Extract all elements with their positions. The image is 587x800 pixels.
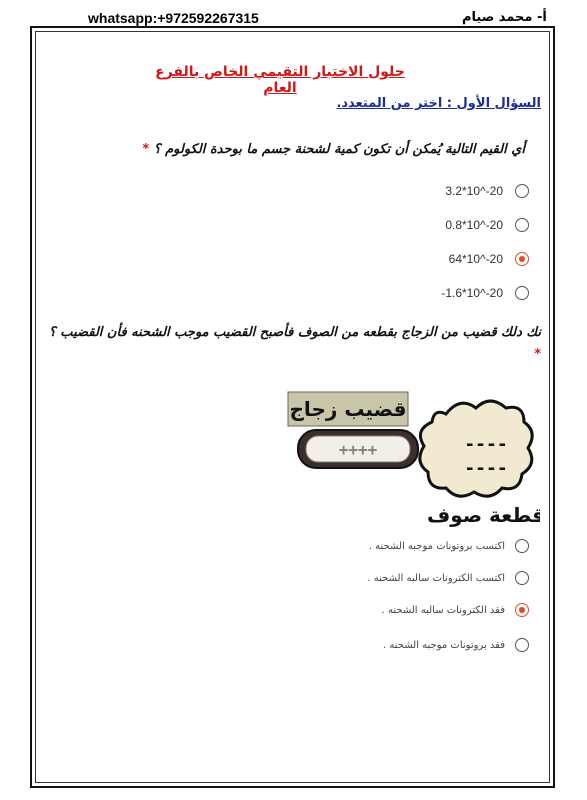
required-mark: *: [534, 347, 541, 362]
section-title: السؤال الأول : اختر من المتعدد.: [336, 96, 541, 111]
q2-option[interactable]: [382, 600, 529, 620]
question-1: [142, 142, 525, 157]
page-title: حلول الاختبار التقيمي الخاص بالفرع العام: [155, 64, 405, 96]
question-1-text: أي القيم التالية يُمكن أن تكون كمية لشحنة جسم ما بوحدة الكولوم ؟: [153, 142, 525, 157]
q2-option[interactable]: [383, 635, 529, 655]
radio-button-selected[interactable]: [515, 603, 529, 617]
option-label: 0.8*10^-20: [445, 218, 503, 232]
radio-button[interactable]: [515, 184, 529, 198]
q1-option[interactable]: [441, 283, 529, 303]
option-label: 3.2*10^-20: [445, 184, 503, 198]
q2-option[interactable]: [369, 536, 529, 556]
radio-button[interactable]: [515, 539, 529, 553]
q1-option[interactable]: [449, 249, 529, 269]
q1-option[interactable]: [445, 181, 529, 201]
radio-button[interactable]: [515, 638, 529, 652]
question-2-text: نك دلك قضيب من الزجاج بقطعه من الصوف فأصبح القضيب موجب الشحنه فأن القضيب ؟: [48, 325, 541, 340]
question-2: [41, 322, 541, 366]
option-label: اكتسب الكترونات سالبه الشحنه .: [367, 572, 505, 584]
rod-and-wool-illustration: [240, 372, 540, 532]
rod-label: قضيب زجاج: [289, 397, 407, 421]
radio-button[interactable]: [515, 571, 529, 585]
q2-option[interactable]: [367, 568, 529, 588]
option-label: فقد الكترونات سالبه الشحنه .: [381, 604, 505, 616]
whatsapp-contact: whatsapp:+972592267315: [88, 10, 259, 26]
option-label: -1.6*10^-20: [441, 286, 503, 300]
option-label: فقد بروتونات موجبه الشحنه .: [383, 639, 505, 651]
radio-button-selected[interactable]: [515, 252, 529, 266]
charging-figure: [240, 372, 540, 532]
q1-option[interactable]: [445, 215, 529, 235]
rod-charges: ++++: [338, 440, 378, 459]
wool-charges-row1: ----: [464, 434, 508, 455]
option-label: اكتسب بروتونات موجبه الشحنه .: [368, 540, 505, 552]
required-mark: *: [142, 142, 150, 157]
radio-button[interactable]: [515, 218, 529, 232]
radio-button[interactable]: [515, 286, 529, 300]
option-label: 64*10^-20: [448, 252, 503, 266]
wool-label: قطعة صوف: [426, 503, 540, 527]
author-name: أ- محمد صيام: [462, 10, 547, 25]
wool-charges-row2: ----: [464, 458, 508, 479]
page-header: [0, 8, 587, 28]
